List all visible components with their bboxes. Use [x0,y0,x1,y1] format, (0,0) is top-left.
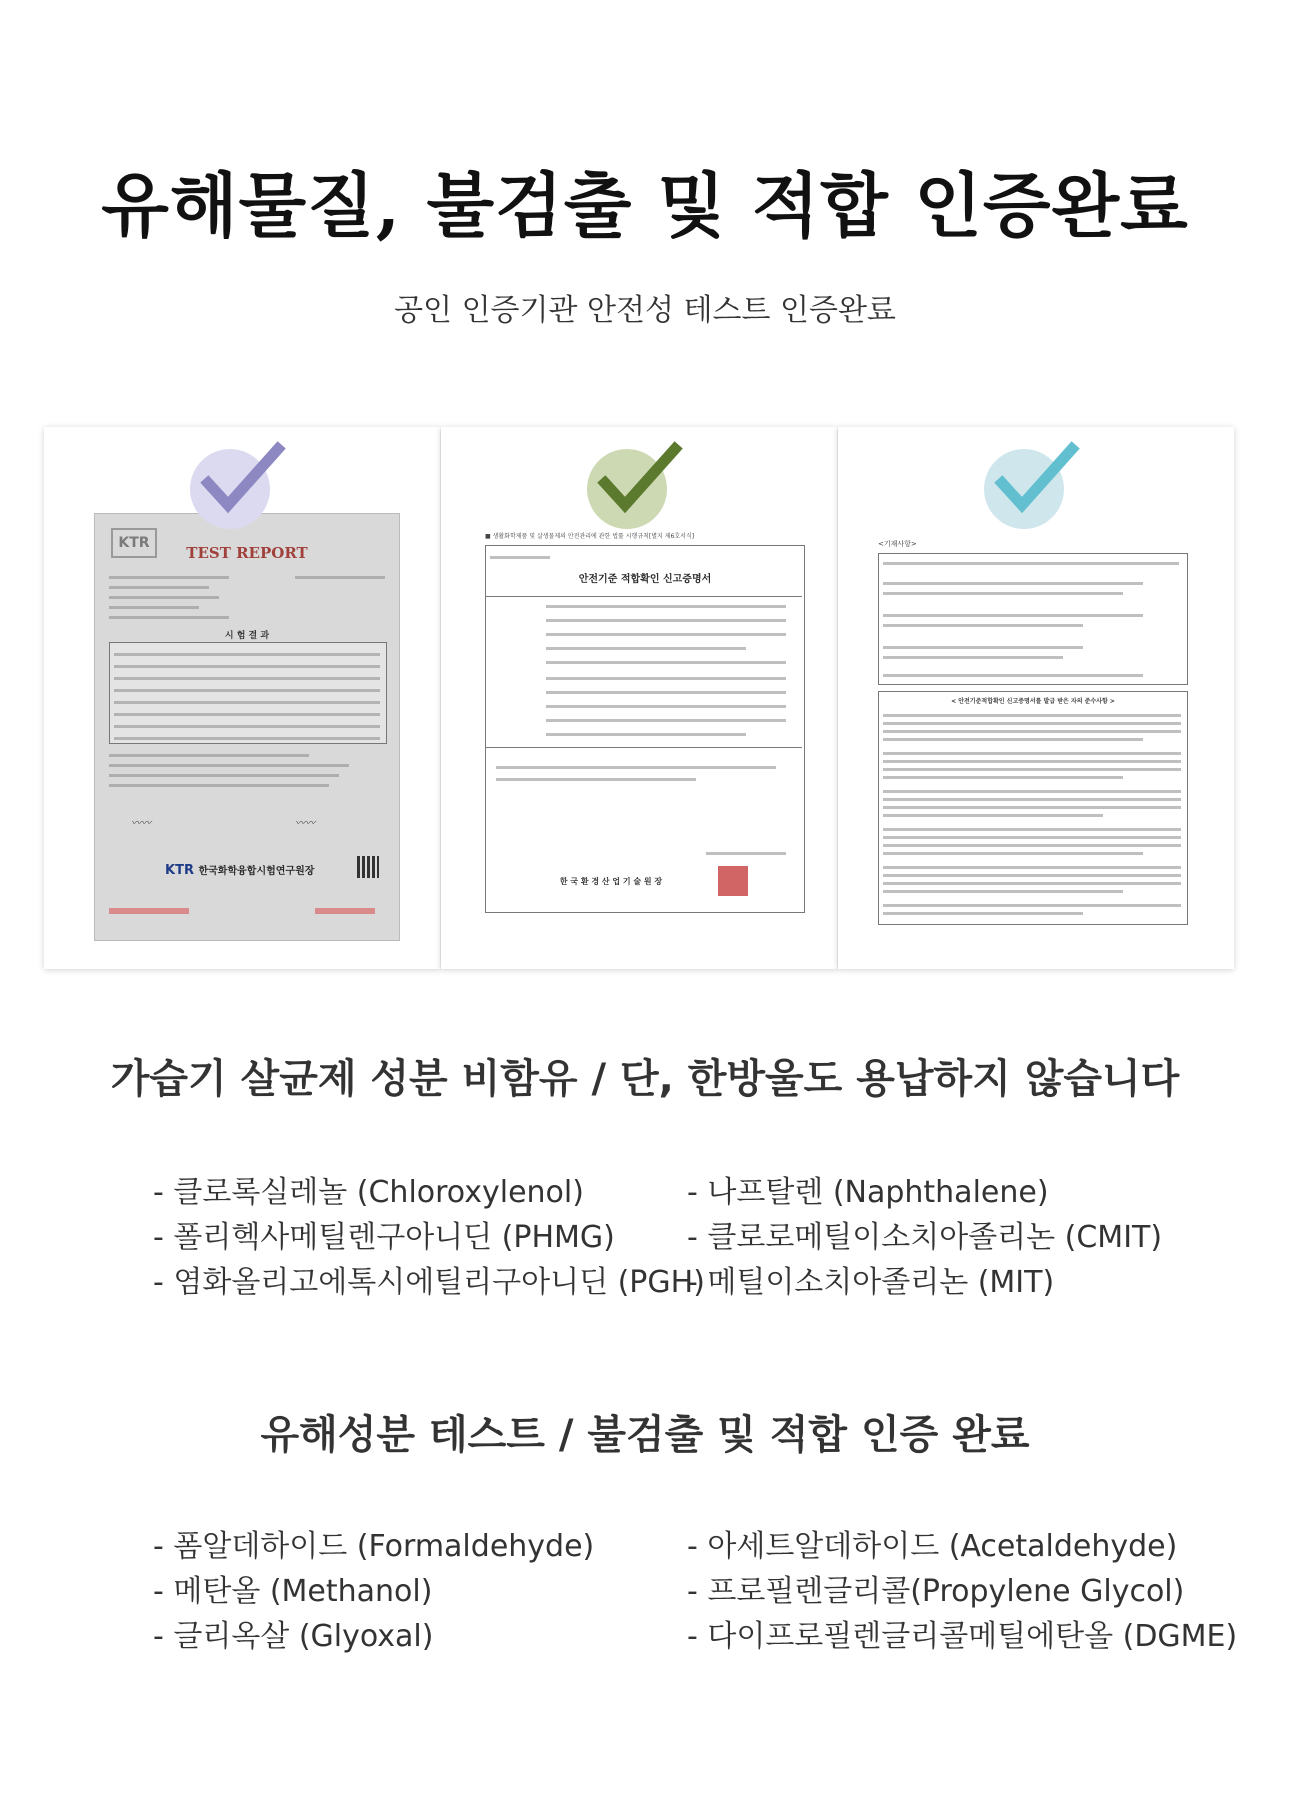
official-seal-icon [718,866,748,896]
signature-1-icon: 〰〰 [131,818,151,829]
harmful-ingredients-list-left [153,1524,594,1659]
list-item: - 클로록실레놀 (Chloroxylenol) [153,1175,584,1210]
list-item: - 프로필렌글리콜(Propylene Glycol) [687,1574,1185,1609]
check-badge-bg [984,449,1064,529]
conformity-certificate-document [485,531,805,931]
check-badge-bg [190,449,270,529]
check-badge-icon [976,433,1096,533]
list-item: - 나프탈렌 (Naphthalene) [687,1175,1049,1210]
humidifier-ingredients-list-right [687,1170,1162,1305]
ktr-footer-logo: KTR [165,863,194,878]
record-details-document [878,539,1198,939]
check-badge-bg [587,449,667,529]
list-item: - 아세트알데하이드 (Acetaldehyde) [687,1529,1178,1564]
humidifier-ingredients-list-left [153,1170,705,1305]
test-report-title: TEST REPORT [186,544,308,562]
test-results-label: 시 험 결 과 [224,631,270,641]
list-item: - 폼알데하이드 (Formaldehyde) [153,1529,595,1564]
list-item: - 메탄올 (Methanol) [153,1574,433,1609]
list-item: - 글리옥살 (Glyoxal) [153,1619,434,1654]
ktr-footer-issuer [165,862,314,878]
list-item: - 다이프로필렌글리콜메틸에탄올 (DGME) [687,1619,1238,1654]
certificate-conformity-panel [441,427,837,969]
conformity-doc-header: ■ 생활화학제품 및 살생물제의 안전관리에 관한 법률 시행규칙[별지 제6호서식] [485,533,695,540]
list-item: - 폴리헥사메틸렌구아니딘 (PHMG) [153,1220,615,1255]
signature-2-icon: 〰〰 [295,818,315,829]
harmful-ingredients-heading: 유해성분 테스트 / 불검출 및 적합 인증 완료 [260,1412,1030,1458]
conformity-doc-issuer: 한 국 환 경 산 업 기 술 원 장 [559,877,663,886]
record-doc-title: <기재사항> [878,540,917,548]
ktr-logo-box: KTR [111,528,157,558]
test-results-table [109,642,387,744]
check-badge-icon [182,433,302,533]
humidifier-disinfectant-heading: 가습기 살균제 성분 비함유 / 단, 한방울도 용납하지 않습니다 [110,1056,1180,1102]
ktr-footer-name: 한국화학융합시험연구원장 [198,866,315,877]
page-subtitle: 공인 인증기관 안전성 테스트 인증완료 [394,293,896,328]
qr-code-icon [357,856,379,878]
check-badge-icon [579,433,699,533]
certificate-record-panel [838,427,1234,969]
list-item: - 클로로메틸이소치아졸리논 (CMIT) [687,1220,1163,1255]
harmful-ingredients-list-right [687,1524,1237,1659]
conformity-doc-title: 안전기준 적합확인 신고증명서 [578,574,712,585]
page-title: 유해물질, 불검출 및 적합 인증완료 [101,164,1189,247]
list-item: - 메틸이소치아졸리논 (MIT) [687,1265,1055,1300]
ktr-test-report-document [94,513,400,941]
certificate-ktr-panel [44,427,440,969]
record-doc-notice: < 안전기준적합확인 신고증명서를 발급 받은 자의 준수사항 > [951,698,1115,705]
list-item: - 염화올리고에톡시에틸리구아니딘 (PGH) [153,1265,705,1300]
